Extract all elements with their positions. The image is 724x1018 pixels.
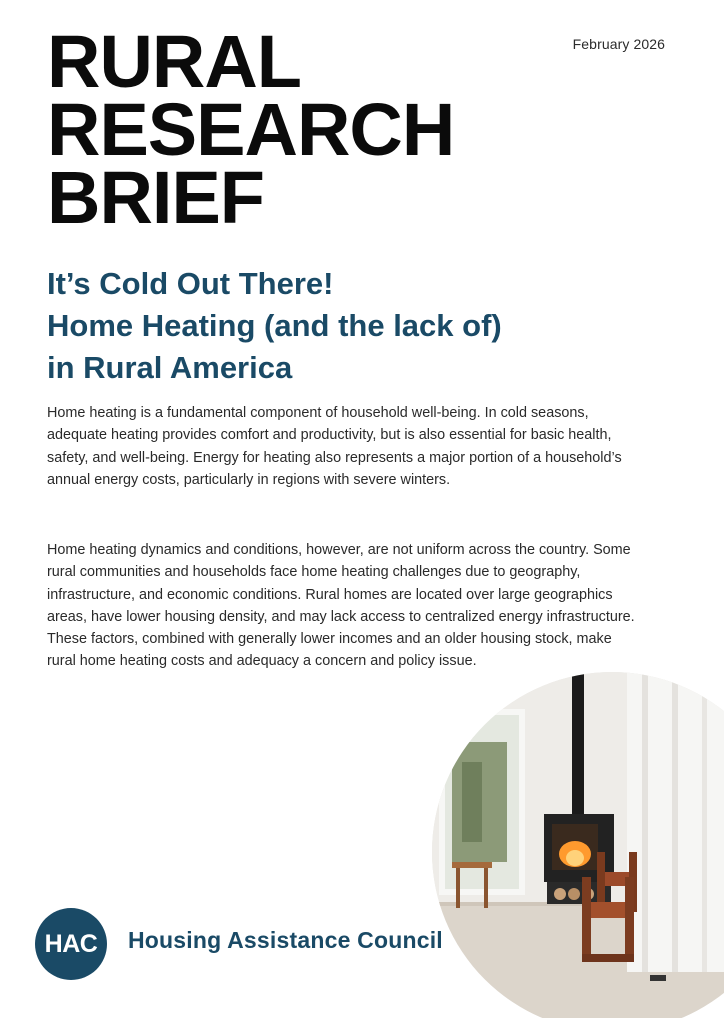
subtitle-line-3: in Rural America (47, 350, 293, 385)
intro-paragraph: Home heating is a fundamental component of household well-being. In cold seasons, adequate heating provides comfort and productivity, but is also essential for basic health, safety, and well-being. Energy for heating also represents a major portion of a household’s annual energy costs, particularly in regions with severe winters. (47, 405, 622, 488)
title-line-1: RURAL (47, 20, 301, 103)
subtitle (47, 263, 687, 389)
wood-stove-photo (432, 672, 724, 1018)
organization-name: Housing Assistance Council (128, 927, 443, 953)
hac-logo-text: HAC (44, 929, 98, 958)
wood-stove-illustration (432, 672, 724, 1018)
page-title (47, 20, 547, 239)
context-paragraph: Home heating dynamics and conditions, however, are not uniform across the country. Some rural communities and households face home heating challenges due to geography, infrastructure, and economic conditions. Rural homes are located over large geographics areas, have lower housing density, and may lack access to centralized energy infrastructure. These factors, combined with generally lower incomes and an older housing stock, make rural home heating costs and adequacy a concern and policy issue. (47, 542, 635, 670)
title-line-3: BRIEF (47, 156, 264, 239)
hac-logo (35, 908, 107, 980)
subtitle-line-1: It’s Cold Out There! (47, 266, 334, 301)
publication-date: February 2026 (572, 36, 665, 52)
title-line-2: RESEARCH (47, 88, 455, 171)
subtitle-line-2: Home Heating (and the lack of) (47, 308, 502, 343)
